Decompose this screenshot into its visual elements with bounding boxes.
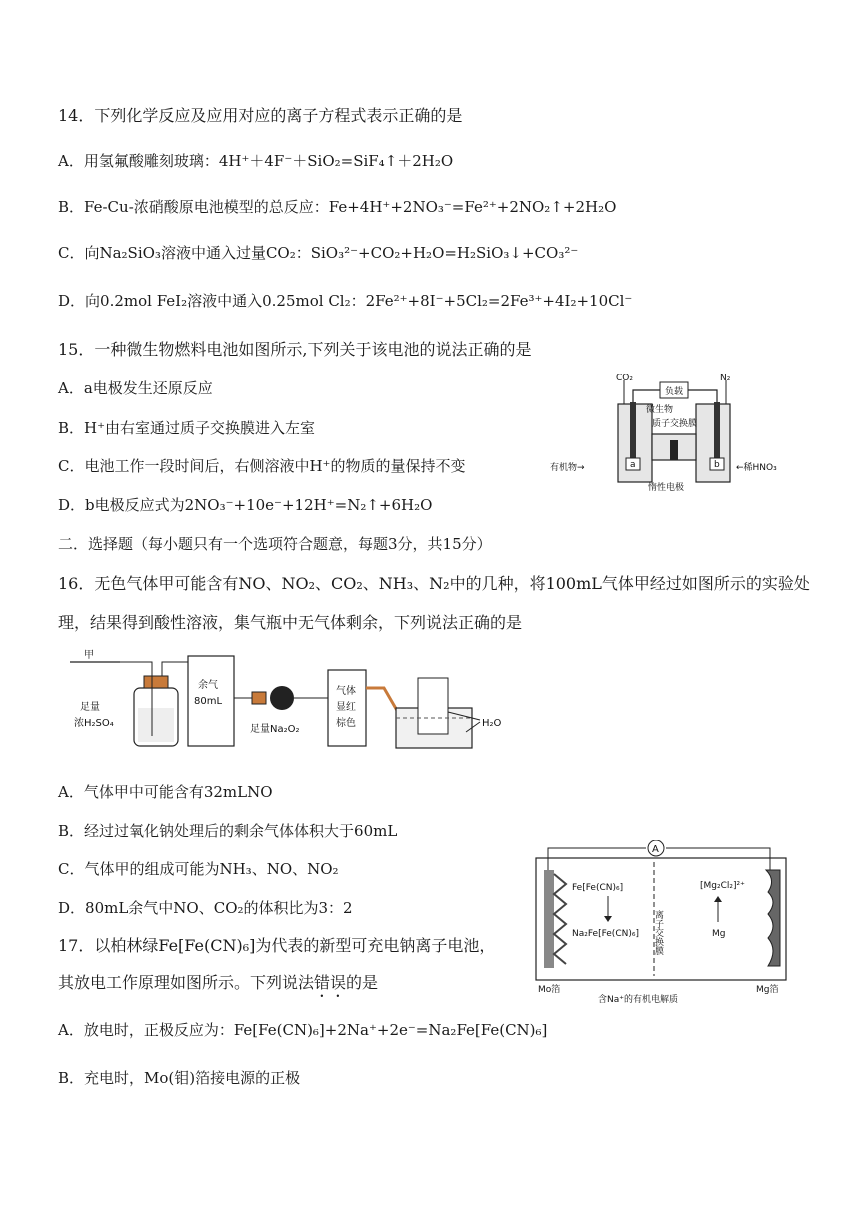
mg-label: Mg — [712, 929, 726, 939]
electrode-a-label: a — [630, 460, 636, 470]
q16-option-d: D．80mL余气中NO、CO₂的体积比为3：2 — [58, 899, 353, 917]
q14-option-c: C．向Na₂SiO₃溶液中通入过量CO₂：SiO₃²⁻+CO₂+H₂O=H₂SiO₃↓+CO₃²⁻ — [58, 244, 579, 262]
acid-label-2: 浓H₂SO₄ — [74, 718, 114, 729]
q17-stem-line2 — [58, 973, 378, 1001]
membrane-label: 质子交换膜 — [652, 419, 698, 429]
q15-option-c: C．电池工作一段时间后，右侧溶液中H⁺的物质的量保持不变 — [58, 457, 466, 475]
q17-stem-post: 的是 — [346, 973, 379, 992]
q15-option-b: B．H⁺由右室通过质子交换膜进入左室 — [58, 419, 316, 437]
electrolyte-label: 含Na⁺的有机电解质 — [598, 995, 678, 1005]
water-label: H₂O — [482, 718, 502, 729]
q15-option-d: D．b电极反应式为2NO₃⁻+10e⁻+12H⁺=N₂↑+6H₂O — [58, 496, 433, 514]
load-label: 负载 — [665, 387, 684, 397]
ammeter-label: A — [652, 844, 659, 855]
na-fe-cn-label: Na₂Fe[Fe(CN)₆] — [572, 929, 639, 939]
q15-option-a: A．a电极发生还原反应 — [58, 379, 213, 397]
exchange-membrane-label: 离子交换膜 — [653, 910, 663, 955]
hno3-label: ←稀HNO₃ — [736, 463, 777, 473]
microbe-label: 微生物 — [646, 405, 674, 415]
mo-foil-label: Mo箔 — [538, 985, 561, 995]
q14-option-d: D．向0.2mol FeI₂溶液中通入0.25mol Cl₂：2Fe²⁺+8I⁻+5Cl₂=2Fe³⁺+4I₂+10Cl⁻ — [58, 292, 633, 310]
q17-option-a: A．放电时，正极反应为：Fe[Fe(CN)₆]+2Na⁺+2e⁻=Na₂Fe[Fe(CN)₆] — [58, 1021, 548, 1039]
q16-stem-line1: 16．无色气体甲可能含有NO、NO₂、CO₂、NH₃、N₂中的几种，将100mL气体甲经过如图所示的实验处 — [58, 574, 810, 593]
acid-label-1: 足量 — [80, 702, 100, 713]
q16-stem-line2: 理，结果得到酸性溶液，集气瓶中无气体剩余，下列说法正确的是 — [58, 613, 523, 632]
section-heading: 二．选择题（每小题只有一个选项符合题意，每题3分，共15分） — [58, 535, 492, 553]
mg-foil-label: Mg箔 — [756, 985, 779, 995]
apparatus-diagram — [66, 648, 516, 760]
q14-option-a: A．用氢氟酸雕刻玻璃：4H⁺＋4F⁻＋SiO₂=SiF₄↑＋2H₂O — [58, 152, 454, 170]
q15-stem: 15．一种微生物燃料电池如图所示,下列关于该电池的说法正确的是 — [58, 340, 532, 359]
q16-option-b: B．经过过氧化钠处理后的剩余气体体积大于60mL — [58, 822, 398, 840]
fuel-cell-diagram — [548, 374, 788, 494]
mg-complex-label: [Mg₂Cl₂]²⁺ — [700, 881, 745, 891]
rest-gas-label-2: 80mL — [194, 696, 223, 707]
q16-option-c: C．气体甲的组成可能为NH₃、NO、NO₂ — [58, 860, 339, 878]
na2o2-label: 足量Na₂O₂ — [250, 724, 300, 735]
color-label-2: 显红 — [336, 702, 356, 713]
co2-label: CO₂ — [616, 374, 633, 383]
q17-stem-line1: 17．以柏林绿Fe[Fe(CN)₆]为代表的新型可充电钠离子电池， — [58, 936, 496, 955]
gas-a-label: 甲 — [84, 650, 94, 661]
q17-stem-pre: 其放电工作原理如图所示。下列说法 — [58, 973, 315, 992]
n2-label: N₂ — [720, 374, 731, 383]
inert-electrode-label: 惰性电极 — [648, 483, 685, 493]
q16-option-a: A．气体甲中可能含有32mLNO — [58, 783, 273, 801]
q17-emphasis-word: 错误 — [314, 973, 347, 992]
q17-option-b: B．充电时，Mo(钼)箔接电源的正极 — [58, 1069, 301, 1087]
fe-cn-label: Fe[Fe(CN)₆] — [572, 883, 624, 893]
organic-label: 有机物→ — [550, 463, 585, 473]
q14-option-b: B．Fe-Cu-浓硝酸原电池模型的总反应：Fe+4H⁺+2NO₃⁻=Fe²⁺+2NO₂↑+2H₂O — [58, 198, 617, 216]
q14-stem: 14．下列化学反应及应用对应的离子方程式表示正确的是 — [58, 106, 463, 125]
color-label-1: 气体 — [336, 686, 356, 697]
rest-gas-label-1: 余气 — [198, 680, 218, 691]
battery-diagram — [530, 840, 792, 1006]
color-label-3: 棕色 — [336, 718, 356, 729]
electrode-b-label: b — [714, 460, 720, 470]
